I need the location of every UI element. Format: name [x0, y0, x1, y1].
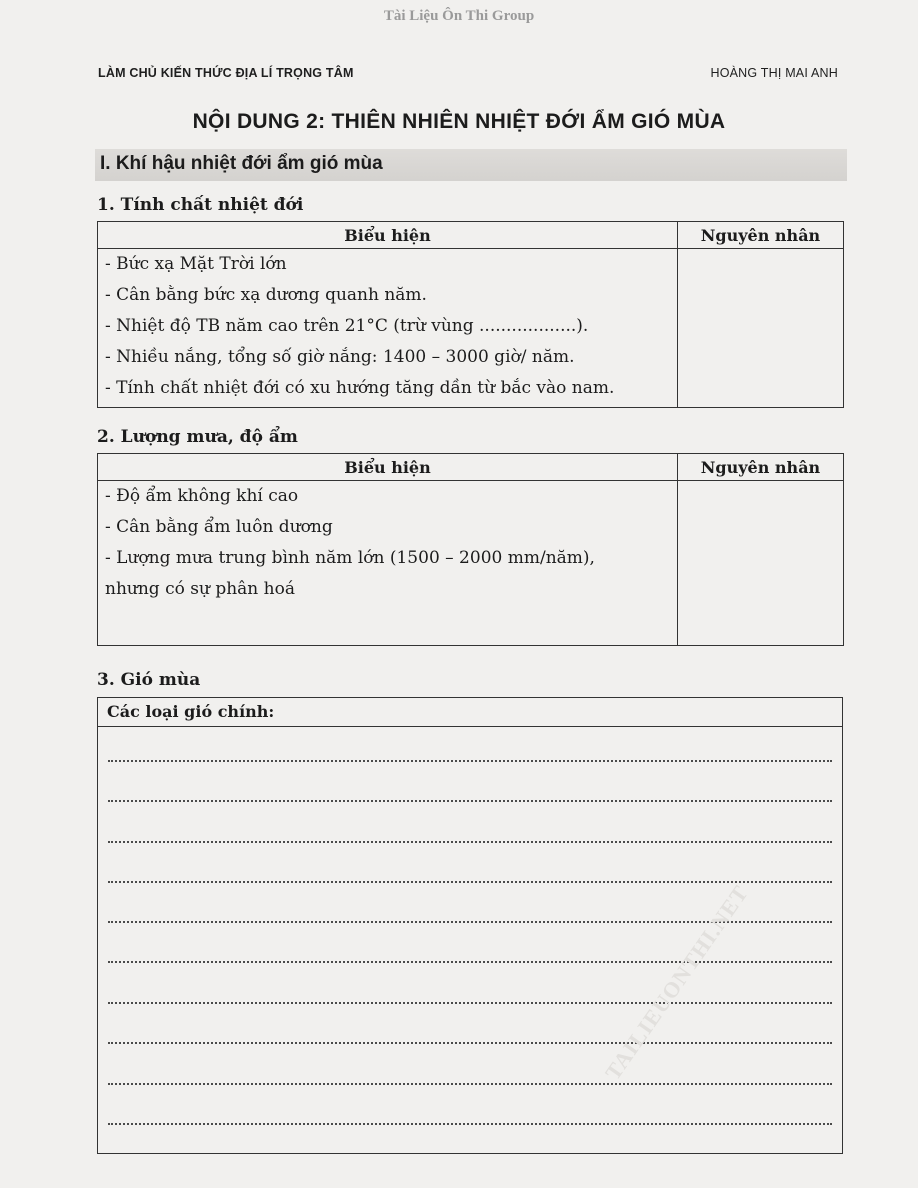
subheading-gio-mua: 3. Gió mùa [97, 670, 201, 690]
cell-bieu-hien [98, 481, 678, 646]
dotted-answer-line[interactable] [108, 881, 832, 883]
list-item: - Tính chất nhiệt đới có xu hướng tăng dần từ bắc vào nam. [105, 378, 615, 398]
dotted-answer-line[interactable] [108, 1042, 832, 1044]
running-header-right: HOÀNG THỊ MAI ANH [710, 66, 838, 80]
watermark-text: Tài Liệu Ôn Thi Group [383, 8, 535, 24]
dotted-answer-line[interactable] [108, 760, 832, 762]
dotted-answer-line[interactable] [108, 1083, 832, 1085]
dotted-answer-line[interactable] [108, 1123, 832, 1125]
list-item: nhưng có sự phân hoá [105, 579, 295, 599]
cell-nguyen-nhan-answer-area[interactable] [678, 249, 844, 408]
column-header-bieu-hien: Biểu hiện [98, 222, 678, 249]
answer-lines[interactable] [98, 727, 842, 1152]
list-item: - Cân bằng bức xạ dương quanh năm. [105, 285, 427, 305]
list-item: - Độ ẩm không khí cao [105, 486, 299, 506]
cell-nguyen-nhan-answer-area[interactable] [678, 481, 844, 646]
table-luong-mua-do-am [97, 453, 844, 646]
page-title: NỘI DUNG 2: THIÊN NHIÊN NHIỆT ĐỚI ẨM GIÓ MÙA [192, 110, 726, 133]
diagonal-watermark: TAILIEUONTHI.NET [600, 880, 754, 1085]
subheading-luong-mua-do-am: 2. Lượng mưa, độ ẩm [97, 427, 298, 447]
column-header-bieu-hien: Biểu hiện [98, 454, 678, 481]
dotted-answer-line[interactable] [108, 1002, 832, 1004]
column-header-nguyen-nhan: Nguyên nhân [678, 454, 844, 481]
table-tinh-chat-nhiet-doi [97, 221, 844, 408]
subheading-tinh-chat-nhiet-doi: 1. Tính chất nhiệt đới [97, 195, 304, 215]
section-heading: I. Khí hậu nhiệt đới ẩm gió mùa [100, 153, 383, 174]
dotted-answer-line[interactable] [108, 961, 832, 963]
list-item: - Nhiều nắng, tổng số giờ nắng: 1400 – 3000 giờ/ năm. [105, 347, 575, 367]
cell-bieu-hien [98, 249, 678, 408]
list-item: - Bức xạ Mặt Trời lớn [105, 254, 287, 274]
list-item: - Cân bằng ẩm luôn dương [105, 517, 333, 537]
running-header-left: LÀM CHỦ KIẾN THỨC ĐỊA LÍ TRỌNG TÂM [98, 66, 354, 80]
dotted-answer-line[interactable] [108, 800, 832, 802]
list-item: - Lượng mưa trung bình năm lớn (1500 – 2000 mm/năm), [105, 548, 595, 568]
list-item: - Nhiệt độ TB năm cao trên 21°C (trừ vùng ..................). [105, 316, 589, 336]
column-header-nguyen-nhan: Nguyên nhân [678, 222, 844, 249]
dotted-answer-line[interactable] [108, 841, 832, 843]
wind-box-label: Các loại gió chính: [98, 698, 842, 727]
